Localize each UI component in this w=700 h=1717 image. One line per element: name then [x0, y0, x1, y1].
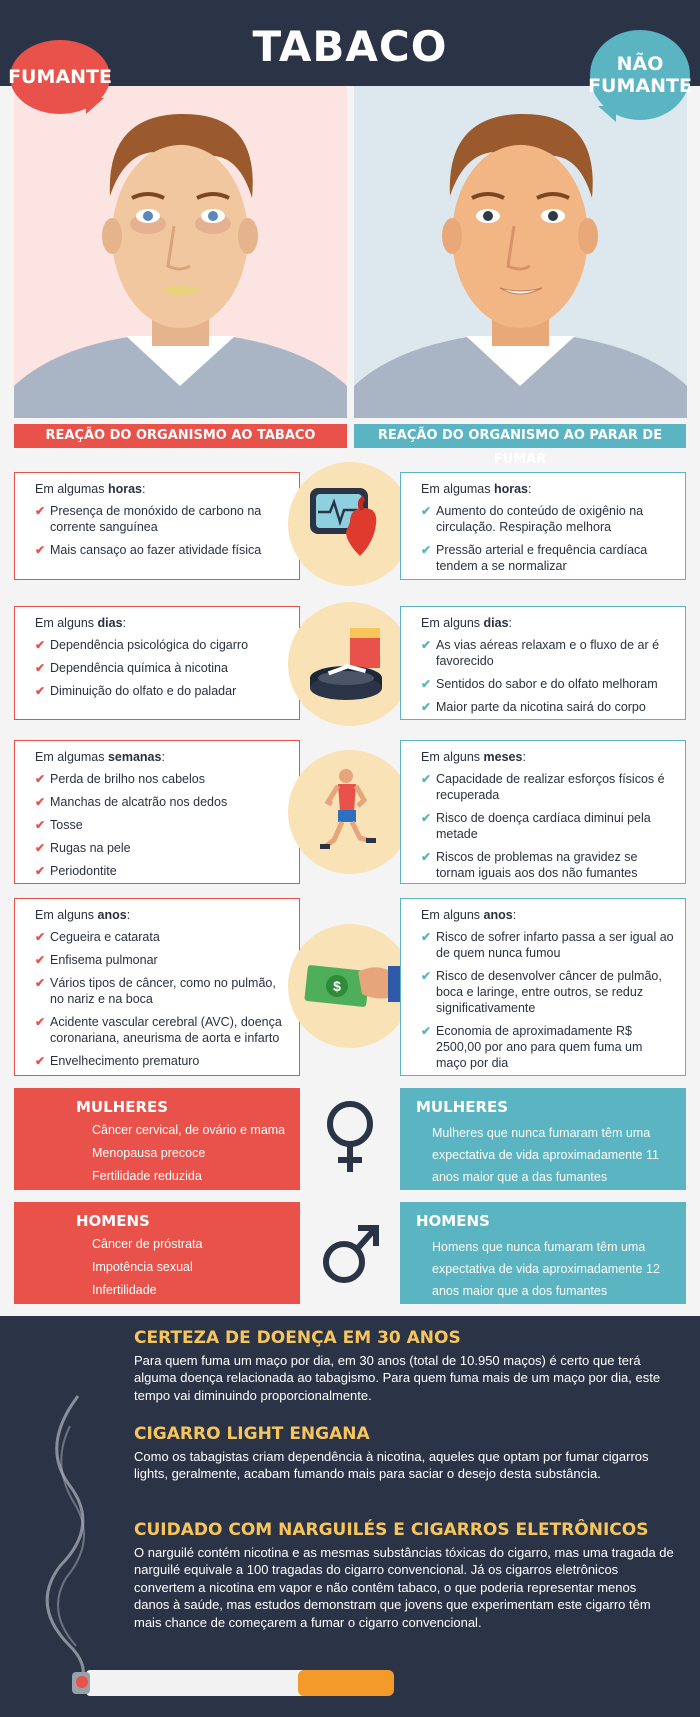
runner-icon-circle	[288, 750, 412, 874]
check-icon: ✔	[35, 772, 46, 786]
nonsmoker-bubble-line-2: FUMANTE	[588, 75, 692, 97]
list-item: ✔ Aumento do conteúdo de oxigênio na circulação. Respiração melhora	[421, 504, 644, 534]
check-icon: ✔	[421, 811, 432, 825]
list-item: ✔ Sentidos do sabor e do olfato melhoram	[421, 677, 658, 691]
section-disease-certainty	[134, 1330, 674, 1404]
list-item: ✔ Vários tipos de câncer, como no pulmão, no nariz e na boca	[35, 976, 276, 1006]
section-body: Para quem fuma um maço por dia, em 30 anos (total de 10.950 maços) é certo que terá alguma doença relacionada ao tabagismo. Para quem fuma mais de um maço por dia, este tempo vai diminuindo proporcionalmente.	[134, 1352, 661, 1403]
list-item: ✔ Enfisema pulmonar	[35, 953, 158, 967]
nonsmoker-bubble-tail	[598, 106, 616, 122]
list-item: ✔ Perda de brilho nos cabelos	[35, 772, 205, 786]
check-icon: ✔	[421, 543, 432, 557]
list-item: ✔ Diminuição do olfato e do paladar	[35, 684, 237, 698]
box-heading: Em algumas horas:	[35, 482, 146, 496]
check-icon: ✔	[76, 1237, 87, 1251]
check-icon: ✔	[35, 1054, 46, 1068]
check-icon: ✔	[35, 1015, 46, 1029]
list-item: ✔ Câncer de próstrata	[76, 1237, 203, 1251]
check-icon: ✔	[76, 1146, 87, 1160]
check-icon: ✔	[421, 677, 432, 691]
check-icon: ✔	[421, 638, 432, 652]
list-item: ✔ Risco de doença cardíaca diminui pela metade	[421, 811, 651, 841]
smoker-bubble-label: FUMANTE	[8, 66, 112, 88]
list-item: ✔ Tosse	[35, 818, 83, 832]
list-item: ✔ Infertilidade	[76, 1283, 157, 1297]
quit-years-box	[400, 898, 686, 1076]
money-hand-icon	[288, 924, 412, 1048]
ashtray-icon-circle	[288, 602, 412, 726]
smoker-hours-box	[14, 472, 300, 580]
heart-monitor-icon	[288, 462, 412, 586]
page-title: TABACO	[252, 22, 448, 71]
reaction-quit-banner: REAÇÃO DO ORGANISMO AO PARAR DE FUMAR	[354, 424, 686, 448]
check-icon: ✔	[35, 953, 46, 967]
svg-text:$: $	[333, 978, 341, 994]
ashtray-icon	[288, 602, 412, 726]
check-icon: ✔	[421, 504, 432, 518]
section-title: CERTEZA DE DOENÇA EM 30 ANOS	[134, 1328, 461, 1348]
list-item: ✔ Maior parte da nicotina sairá do corpo	[421, 700, 646, 714]
list-item: ✔ Fertilidade reduzida	[76, 1169, 202, 1183]
smoker-bubble-tail	[86, 98, 104, 114]
list-item: ✔ As vias aéreas relaxam e o fluxo de ar é favorecido	[421, 638, 660, 668]
nonsmoker-bubble-line-1: NÃO	[616, 53, 664, 75]
female-symbol-icon	[318, 1098, 382, 1178]
money-hand-icon-circle	[288, 924, 412, 1048]
men-nonsmoker-box	[400, 1202, 686, 1304]
check-icon: ✔	[35, 864, 46, 878]
list-item: ✔ Dependência química à nicotina	[35, 661, 228, 675]
check-icon: ✔	[35, 684, 46, 698]
check-icon: ✔	[421, 850, 432, 864]
check-icon: ✔	[76, 1260, 87, 1274]
reaction-smoker-banner: REAÇÃO DO ORGANISMO AO TABACO	[14, 424, 347, 448]
section-hookah-ecig	[134, 1522, 674, 1631]
box-heading: Em algumas horas:	[421, 482, 532, 496]
box-heading: Em alguns anos:	[35, 908, 131, 922]
smoker-days-box	[14, 606, 300, 720]
check-icon: ✔	[35, 795, 46, 809]
list-item: ✔ Risco de sofrer infarto passa a ser igual ao de quem nunca fumou	[421, 930, 674, 960]
check-icon: ✔	[76, 1123, 87, 1137]
women-nonsmoker-box	[400, 1088, 686, 1190]
list-item: ✔ Riscos de problemas na gravidez se tornam iguais aos dos não fumantes	[421, 850, 638, 880]
list-item: ✔ Risco de desenvolver câncer de pulmão, boca e laringe, entre outros, se reduz significativamente	[421, 969, 662, 1015]
section-title: CUIDADO COM NARGUILÉS E CIGARROS ELETRÔNICOS	[134, 1520, 649, 1540]
list-item: ✔ Menopausa precoce	[76, 1146, 206, 1160]
nonsmoker-face-illustration	[354, 86, 687, 418]
list-item: ✔ Presença de monóxido de carbono na corrente sanguínea	[35, 504, 262, 534]
check-icon: ✔	[421, 772, 432, 786]
list-item: ✔ Homens que nunca fumaram têm uma expectativa de vida aproximadamente 12 anos maior que a dos fumantes	[416, 1236, 676, 1302]
list-item: ✔ Manchas de alcatrão nos dedos	[35, 795, 228, 809]
smoker-portrait-panel	[14, 86, 347, 418]
heart-monitor-icon-circle	[288, 462, 412, 586]
box-heading: Em alguns dias:	[421, 616, 513, 630]
list-item: ✔ Câncer cervical, de ovário e mama	[76, 1123, 286, 1137]
list-item: ✔ Capacidade de realizar esforços físicos é recuperada	[421, 772, 665, 802]
check-icon: ✔	[421, 1024, 432, 1038]
check-icon: ✔	[416, 1240, 427, 1254]
list-item: ✔ Cegueira e catarata	[35, 930, 160, 944]
list-item: ✔ Envelhecimento prematuro	[35, 1054, 200, 1068]
women-nonsmoker-title: MULHERES	[416, 1098, 509, 1116]
nonsmoker-portrait-panel	[354, 86, 687, 418]
check-icon: ✔	[35, 976, 46, 990]
smoke-illustration	[0, 1316, 140, 1717]
list-item: ✔ Mais cansaço ao fazer atividade física	[35, 543, 262, 557]
box-heading: Em alguns dias:	[35, 616, 127, 630]
check-icon: ✔	[416, 1126, 427, 1140]
check-icon: ✔	[421, 969, 432, 983]
section-title: CIGARRO LIGHT ENGANA	[134, 1424, 370, 1444]
runner-icon	[288, 750, 412, 874]
list-item: ✔ Impotência sexual	[76, 1260, 193, 1274]
section-body: Como os tabagistas criam dependência à nicotina, aqueles que optam por fumar cigarros lights, geralmente, acabam fumando mais para saciar o desejo desta substância.	[134, 1448, 649, 1481]
list-item: ✔ Acidente vascular cerebral (AVC), doença coronariana, aneurisma de aorta e infarto	[35, 1015, 282, 1045]
male-symbol-icon	[318, 1214, 382, 1294]
box-heading: Em alguns anos:	[421, 908, 517, 922]
check-icon: ✔	[35, 930, 46, 944]
section-body: O narguilé contém nicotina e as mesmas substâncias tóxicas do cigarro, mas uma tragada de narguilé equivale a 100 tragadas do cigarro convencional. Já os cigarros eletrônicos convertem a nicotina em vapor e não contêm tabaco, o que poderia representar menos danos à saúde, mas estudos demonstram que jovens que experimentam este cigarro têm mais chance de começarem a fumar o cigarro convencional.	[134, 1544, 674, 1630]
check-icon: ✔	[35, 543, 46, 557]
check-icon: ✔	[35, 638, 46, 652]
list-item: ✔ Economia de aproximadamente R$ 2500,00 por ano para quem fuma um maço por dia	[421, 1024, 643, 1070]
cigarette-illustration	[72, 1662, 402, 1702]
quit-hours-box	[400, 472, 686, 580]
check-icon: ✔	[421, 930, 432, 944]
check-icon: ✔	[76, 1169, 87, 1183]
box-heading: Em alguns meses:	[421, 750, 526, 764]
list-item: ✔ Periodontite	[35, 864, 117, 878]
list-item: ✔ Pressão arterial e frequência cardíaca tendem a se normalizar	[421, 543, 648, 573]
check-icon: ✔	[35, 504, 46, 518]
check-icon: ✔	[76, 1283, 87, 1297]
women-smoker-title: MULHERES	[76, 1098, 169, 1116]
check-icon: ✔	[421, 700, 432, 714]
quit-days-box	[400, 606, 686, 720]
box-heading: Em algumas semanas:	[35, 750, 165, 764]
list-item: ✔ Dependência psicológica do cigarro	[35, 638, 249, 652]
quit-months-box	[400, 740, 686, 884]
section-light-cigarette	[134, 1426, 674, 1483]
men-nonsmoker-title: HOMENS	[416, 1212, 490, 1230]
list-item: ✔ Mulheres que nunca fumaram têm uma expectativa de vida aproximadamente 11 anos maior que a das fumantes	[416, 1122, 676, 1188]
check-icon: ✔	[35, 841, 46, 855]
men-smoker-title: HOMENS	[76, 1212, 150, 1230]
smoker-years-box	[14, 898, 300, 1076]
check-icon: ✔	[35, 661, 46, 675]
list-item: ✔ Rugas na pele	[35, 841, 131, 855]
info-footer	[0, 1316, 700, 1717]
women-smoker-box	[14, 1088, 300, 1190]
smoker-face-illustration	[14, 86, 347, 418]
check-icon: ✔	[35, 818, 46, 832]
smoker-weeks-box	[14, 740, 300, 884]
men-smoker-box	[14, 1202, 300, 1304]
